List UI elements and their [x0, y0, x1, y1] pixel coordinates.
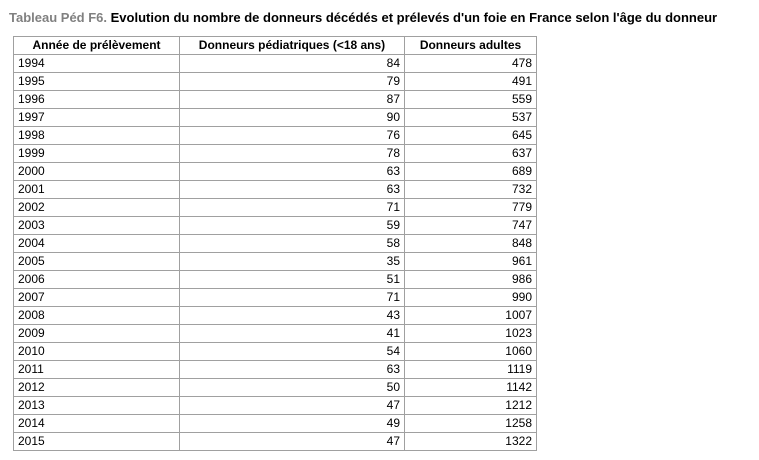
table-row [14, 91, 537, 109]
cell-adult-donors: 848 [405, 235, 537, 253]
table-row [14, 289, 537, 307]
cell-year: 2002 [14, 199, 180, 217]
cell-pediatric-donors: 59 [180, 217, 405, 235]
table-title [9, 10, 717, 26]
table-row [14, 433, 537, 451]
cell-adult-donors: 637 [405, 145, 537, 163]
cell-adult-donors: 645 [405, 127, 537, 145]
cell-pediatric-donors: 79 [180, 73, 405, 91]
cell-pediatric-donors: 58 [180, 235, 405, 253]
header-pediatric-donors: Donneurs pédiatriques (<18 ans) [180, 37, 405, 55]
cell-pediatric-donors: 51 [180, 271, 405, 289]
cell-year: 2007 [14, 289, 180, 307]
table-row [14, 271, 537, 289]
cell-pediatric-donors: 63 [180, 181, 405, 199]
cell-year: 1999 [14, 145, 180, 163]
cell-adult-donors: 990 [405, 289, 537, 307]
cell-year: 1995 [14, 73, 180, 91]
table-title-text: Evolution du nombre de donneurs décédés et prélevés d'un foie en France selon l'âge du donneur [107, 10, 718, 25]
cell-pediatric-donors: 76 [180, 127, 405, 145]
cell-pediatric-donors: 63 [180, 163, 405, 181]
cell-year: 1998 [14, 127, 180, 145]
cell-pediatric-donors: 87 [180, 91, 405, 109]
table-row [14, 379, 537, 397]
cell-pediatric-donors: 78 [180, 145, 405, 163]
cell-year: 1997 [14, 109, 180, 127]
cell-adult-donors: 1007 [405, 307, 537, 325]
cell-year: 2015 [14, 433, 180, 451]
cell-pediatric-donors: 43 [180, 307, 405, 325]
cell-pediatric-donors: 47 [180, 433, 405, 451]
table-row [14, 397, 537, 415]
cell-pediatric-donors: 41 [180, 325, 405, 343]
cell-year: 1996 [14, 91, 180, 109]
cell-adult-donors: 1060 [405, 343, 537, 361]
cell-adult-donors: 732 [405, 181, 537, 199]
cell-pediatric-donors: 71 [180, 289, 405, 307]
cell-adult-donors: 689 [405, 163, 537, 181]
cell-pediatric-donors: 84 [180, 55, 405, 73]
cell-adult-donors: 779 [405, 199, 537, 217]
table-row [14, 163, 537, 181]
cell-year: 2005 [14, 253, 180, 271]
cell-adult-donors: 478 [405, 55, 537, 73]
cell-pediatric-donors: 47 [180, 397, 405, 415]
cell-year: 2006 [14, 271, 180, 289]
cell-year: 2000 [14, 163, 180, 181]
cell-year: 2001 [14, 181, 180, 199]
table-body [14, 55, 537, 451]
table-title-prefix: Tableau Péd F6. [9, 10, 108, 25]
cell-pediatric-donors: 54 [180, 343, 405, 361]
table-row [14, 253, 537, 271]
table-row [14, 109, 537, 127]
cell-adult-donors: 1119 [405, 361, 537, 379]
cell-adult-donors: 1322 [405, 433, 537, 451]
cell-year: 2010 [14, 343, 180, 361]
table-row [14, 325, 537, 343]
table-row [14, 235, 537, 253]
table-row [14, 145, 537, 163]
table-row [14, 415, 537, 433]
cell-pediatric-donors: 35 [180, 253, 405, 271]
cell-adult-donors: 537 [405, 109, 537, 127]
cell-adult-donors: 1212 [405, 397, 537, 415]
cell-adult-donors: 559 [405, 91, 537, 109]
cell-adult-donors: 961 [405, 253, 537, 271]
header-year: Année de prélèvement [14, 37, 180, 55]
table-row [14, 307, 537, 325]
cell-pediatric-donors: 90 [180, 109, 405, 127]
cell-year: 2014 [14, 415, 180, 433]
cell-year: 2012 [14, 379, 180, 397]
cell-year: 2003 [14, 217, 180, 235]
cell-adult-donors: 1258 [405, 415, 537, 433]
table-row [14, 199, 537, 217]
table-row [14, 181, 537, 199]
table-row [14, 361, 537, 379]
cell-pediatric-donors: 50 [180, 379, 405, 397]
table-row [14, 55, 537, 73]
table-row [14, 217, 537, 235]
table-header-row [14, 37, 537, 55]
cell-pediatric-donors: 71 [180, 199, 405, 217]
cell-pediatric-donors: 49 [180, 415, 405, 433]
cell-adult-donors: 986 [405, 271, 537, 289]
cell-adult-donors: 747 [405, 217, 537, 235]
cell-year: 1994 [14, 55, 180, 73]
table-row [14, 73, 537, 91]
cell-adult-donors: 1142 [405, 379, 537, 397]
cell-pediatric-donors: 63 [180, 361, 405, 379]
cell-year: 2013 [14, 397, 180, 415]
header-adult-donors: Donneurs adultes [405, 37, 537, 55]
cell-year: 2004 [14, 235, 180, 253]
table-row [14, 127, 537, 145]
donor-table [13, 36, 537, 451]
cell-year: 2011 [14, 361, 180, 379]
cell-adult-donors: 1023 [405, 325, 537, 343]
cell-year: 2008 [14, 307, 180, 325]
cell-year: 2009 [14, 325, 180, 343]
cell-adult-donors: 491 [405, 73, 537, 91]
table-row [14, 343, 537, 361]
